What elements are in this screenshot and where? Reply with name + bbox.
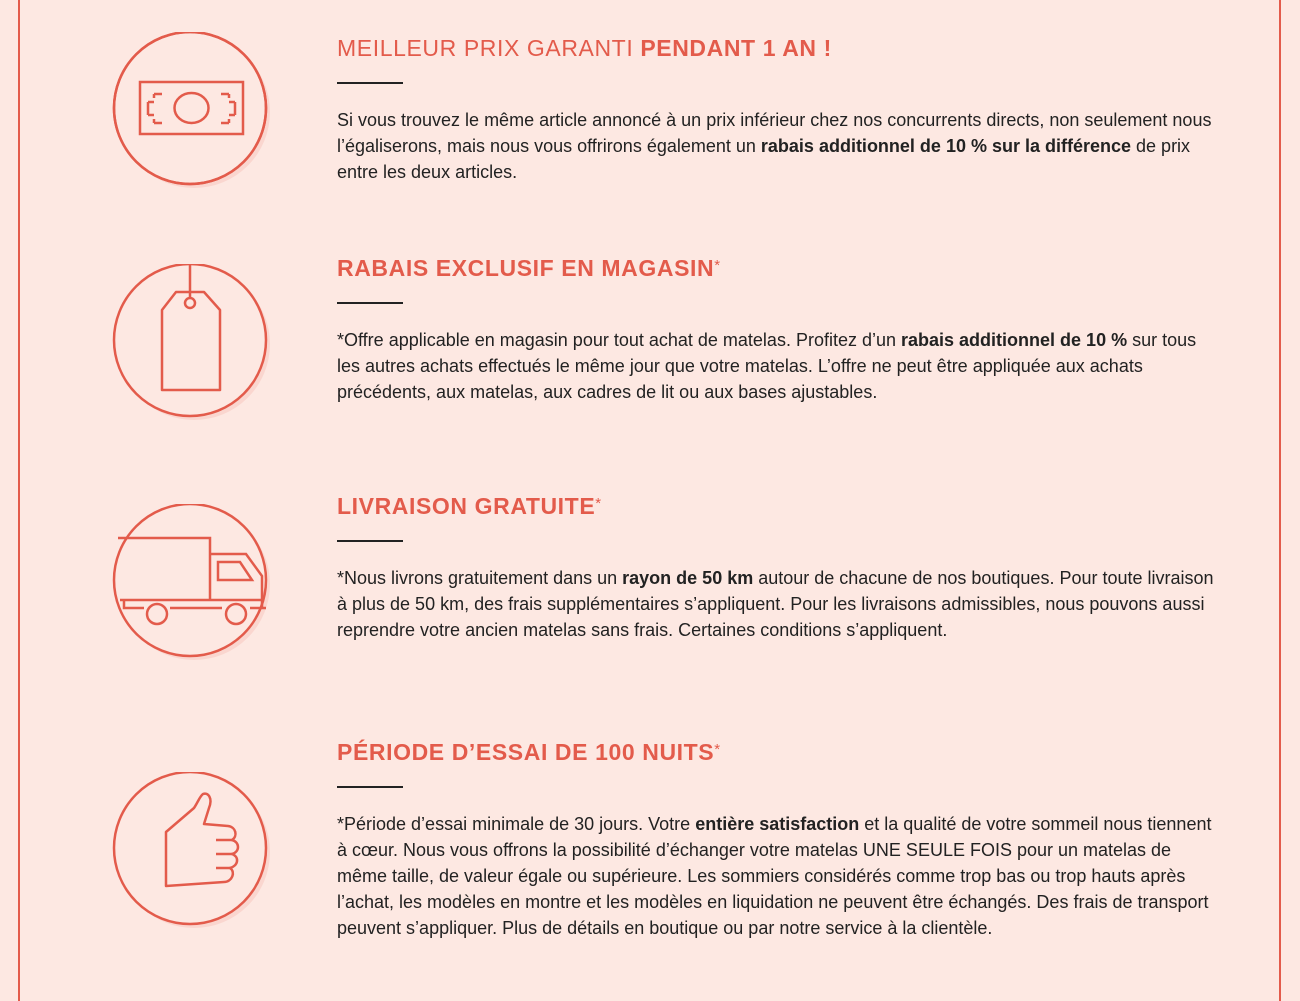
title-divider: [337, 302, 403, 304]
frame-right-border: [1279, 0, 1281, 1001]
title-divider: [337, 540, 403, 542]
price-tag-icon: [110, 264, 274, 428]
title-divider: [337, 786, 403, 788]
money-bill-icon: [110, 32, 274, 196]
frame-left-border: [18, 0, 20, 1001]
feature-description: *Période d’essai minimale de 30 jours. Votre entière satisfaction et la qualité de votre sommeil nous tiennent à cœur. Nous vous offrons la possibilité d’échanger votre matelas UNE SEULE FOIS pour un matelas de même taille, de valeur égale ou supérieure. Les sommiers considérés comme trop bas ou trop hauts après l’achat, les modèles en montre et les modèles en liquidation ne peuvent être échangés. Des frais de transport peuvent s’appliquer. Plus de détails en boutique ou par notre service à la clientèle.: [337, 814, 1212, 938]
feature-title: MEILLEUR PRIX GARANTI PENDANT 1 AN !: [337, 35, 832, 61]
delivery-truck-icon: [110, 504, 274, 668]
title-divider: [337, 82, 403, 84]
thumbs-up-icon: [110, 772, 274, 936]
feature-description: *Offre applicable en magasin pour tout achat de matelas. Profitez d’un rabais additionnel de 10 % sur tous les autres achats effectués le même jour que votre matelas. L’offre ne peut être appliquée aux achats précédents, aux matelas, aux cadres de lit ou aux bases ajustables.: [337, 330, 1197, 402]
feature-title: RABAIS EXCLUSIF EN MAGASIN*: [337, 255, 721, 281]
feature-title: PÉRIODE D’ESSAI DE 100 NUITS*: [337, 739, 721, 765]
feature-description: *Nous livrons gratuitement dans un rayon de 50 km autour de chacune de nos boutiques. Pour toute livraison à plus de 50 km, des frais supplémentaires s’appliquent. Pour les livraisons admissibles, nous pouvons aussi reprendre votre ancien matelas sans frais. Certaines conditions s’appliquent.: [337, 568, 1214, 640]
feature-title: LIVRAISON GRATUITE*: [337, 493, 602, 519]
feature-description: Si vous trouvez le même article annoncé à un prix inférieur chez nos concurrents directs, non seulement nous l’égaliserons, mais nous vous offrirons également un rabais additionnel de 10 % sur la différence de prix entre les deux articles.: [337, 110, 1212, 182]
